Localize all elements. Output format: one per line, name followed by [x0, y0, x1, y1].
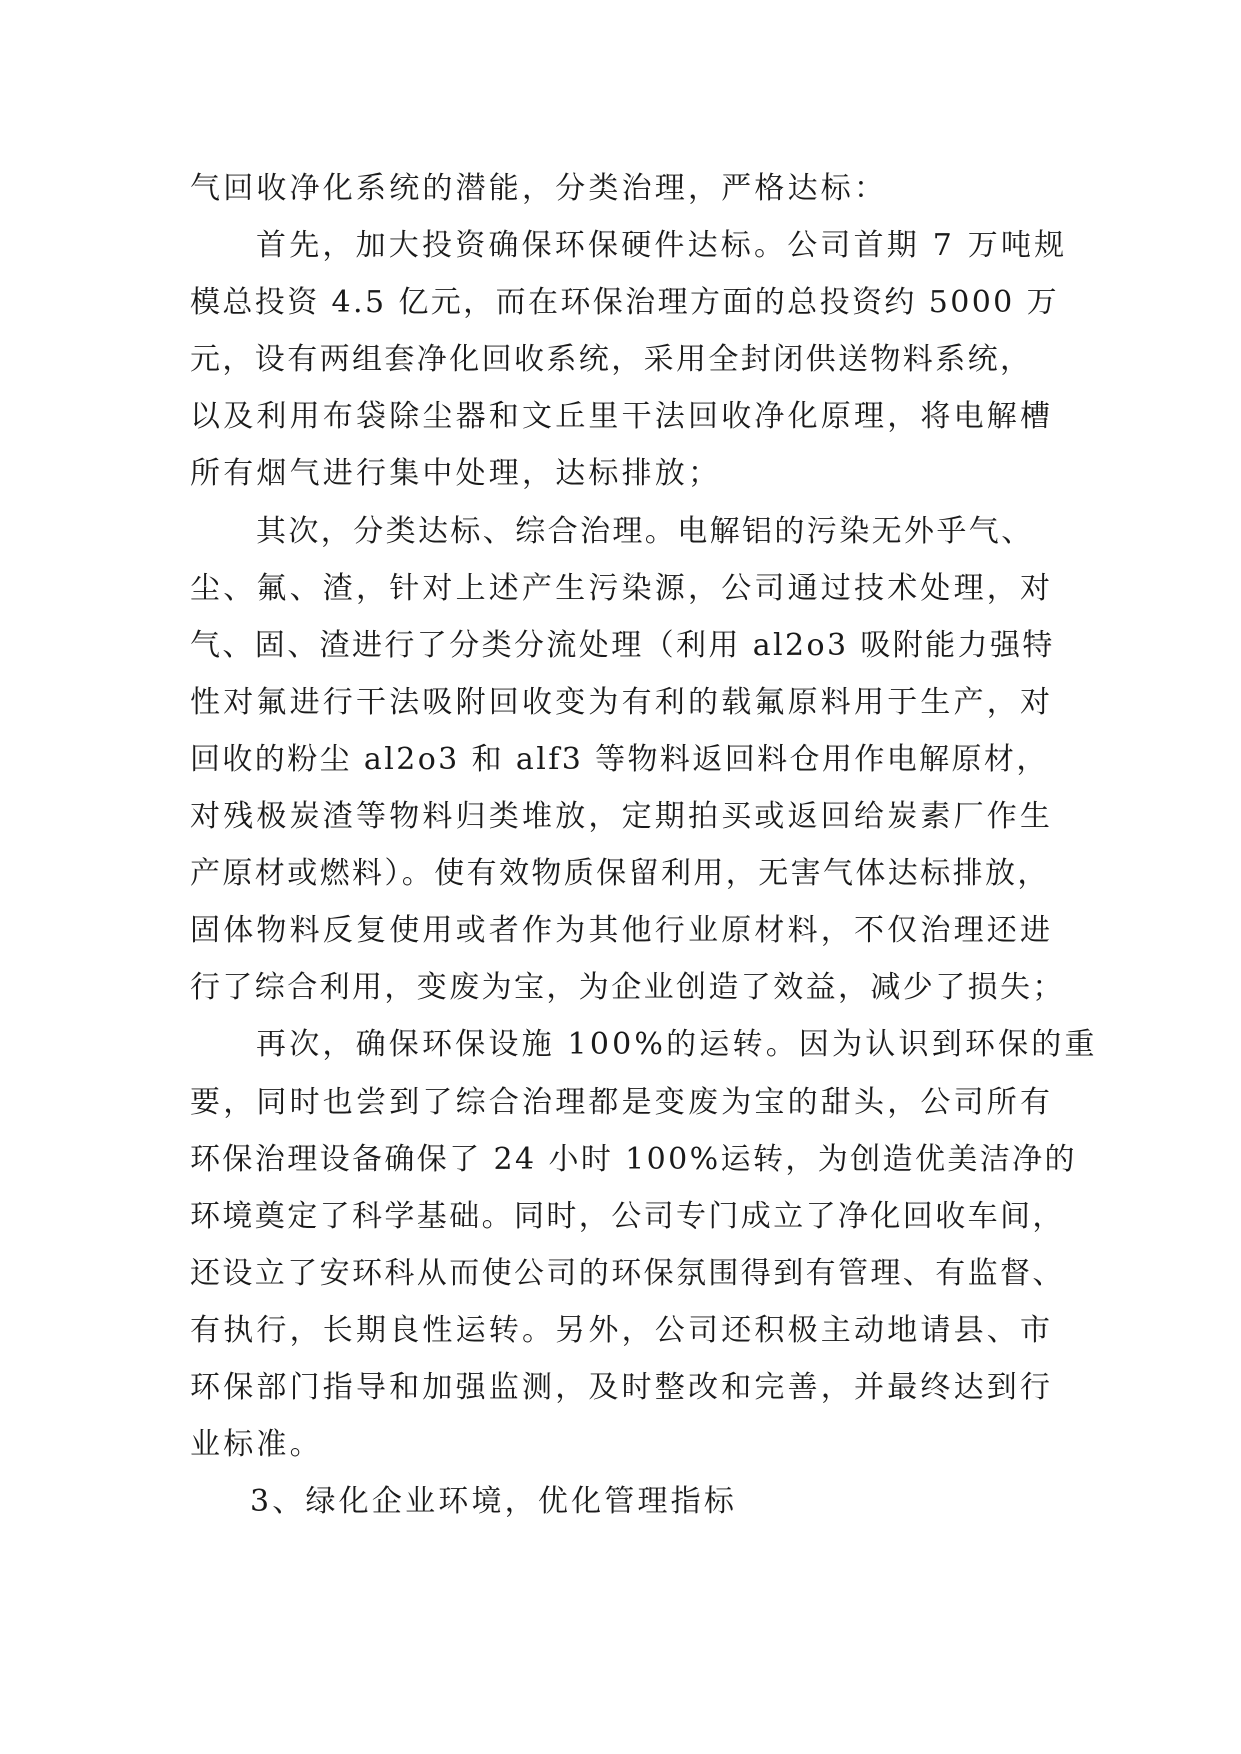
text-line: 气回收净化系统的潜能，分类治理，严格达标： — [190, 171, 888, 206]
text-line: 产原材或燃料）。使有效物质保留利用，无害气体达标排放， — [190, 856, 1050, 892]
text-line: 有执行，长期良性运转。另外，公司还积极主动地请县、市 — [190, 1312, 1054, 1348]
text-line: 尘、氟、渣，针对上述产生污染源，公司通过技术处理，对 — [190, 570, 1054, 606]
text-line: 固体物料反复使用或者作为其他行业原材料，不仅治理还进 — [190, 913, 1054, 949]
text-line: 回收的粉尘 al2o3 和 alf3 等物料返回料仓用作电解原材， — [190, 741, 1049, 777]
paragraph-first-line: 首先，加大投资确保环保硬件达标。公司首期 7 万吨规 — [256, 228, 1068, 264]
text-line: 环保治理设备确保了 24 小时 100%运转，为创造优美洁净的 — [190, 1141, 1077, 1177]
text-line: 性对氟进行干法吸附回收变为有利的载氟原料用于生产，对 — [190, 684, 1054, 720]
text-line: 行了综合利用，变废为宝，为企业创造了效益，减少了损失； — [190, 970, 1065, 1006]
text-line: 还设立了安环科从而使公司的环保氛围得到有管理、有监督、 — [190, 1255, 1065, 1291]
text-line: 元，设有两组套净化回收系统，采用全封闭供送物料系统， — [190, 342, 1033, 378]
section-heading: 3、绿化企业环境，优化管理指标 — [250, 1484, 738, 1520]
paragraph-first-line: 再次，确保环保设施 100%的运转。因为认识到环保的重 — [256, 1027, 1098, 1063]
text-line: 环境奠定了科学基础。同时，公司专门成立了净化回收车间， — [190, 1198, 1065, 1234]
text-line: 以及利用布袋除尘器和文丘里干法回收净化原理，将电解槽 — [190, 399, 1054, 435]
body-text — [190, 160, 1098, 1530]
text-line: 要，同时也尝到了综合治理都是变废为宝的甜头，公司所有 — [190, 1084, 1054, 1120]
text-line: 模总投资 4.5 亿元，而在环保治理方面的总投资约 5000 万 — [190, 285, 1060, 321]
text-line: 对残极炭渣等物料归类堆放，定期拍买或返回给炭素厂作生 — [190, 799, 1054, 835]
text-line: 业标准。 — [190, 1427, 323, 1463]
text-line: 环保部门指导和加强监测，及时整改和完善，并最终达到行 — [190, 1369, 1054, 1405]
text-line: 所有烟气进行集中处理，达标排放； — [190, 456, 722, 492]
text-line: 气、固、渣进行了分类分流处理（利用 al2o3 吸附能力强特 — [190, 627, 1055, 663]
paragraph-first-line: 其次，分类达标、综合治理。电解铝的污染无外乎气、 — [256, 513, 1034, 549]
